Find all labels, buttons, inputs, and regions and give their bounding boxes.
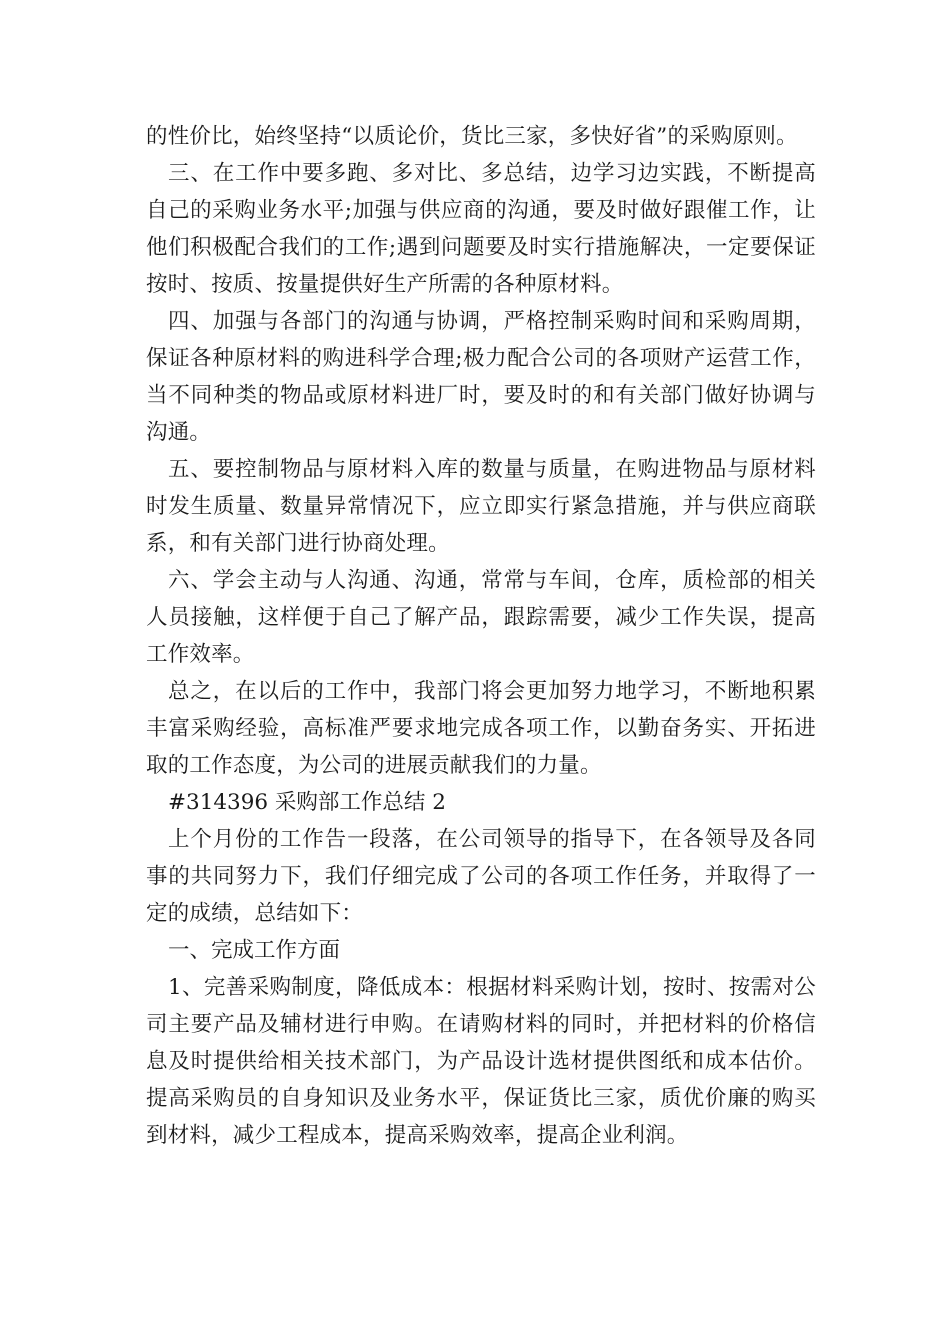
subsection-title: 一、完成工作方面 <box>168 938 341 963</box>
paragraph-item-five: 五、要控制物品与原材料入库的数量与质量，在购进物品与原材料时发生质量、数量异常情况下，应立即实行紧急措施，并与供应商联系，和有关部门进行协商处理。 <box>146 457 816 556</box>
paragraph-item-one-point-one: 1、完善采购制度，降低成本：根据材料采购计划，按时、按需对公司主要产品及辅材进行申购。在请购材料的同时，并把材料的价格信息及时提供给相关技术部门，为产品设计选材提供图纸和成本估价。提高采购员的自身知识及业务水平，保证货比三家，质优价廉的购买到材料，减少工程成本，提高采购效率，提高企业利润。 <box>146 975 816 1148</box>
paragraph-continuation: 的性价比，始终坚持“以质论价，货比三家，多快好省”的采购原则。 <box>146 124 798 149</box>
paragraph-item-three: 三、在工作中要多跑、多对比、多总结，边学习边实践，不断提高自己的采购业务水平;加强与供应商的沟通，要及时做好跟催工作，让他们积极配合我们的工作;遇到问题要及时实行措施解决，一定要保证按时、按质、按量提供好生产所需的各种原材料。 <box>146 161 816 297</box>
section-title: #314396 采购部工作总结 2 <box>168 790 446 815</box>
paragraph-intro: 上个月份的工作告一段落，在公司领导的指导下，在各领导及各同事的共同努力下，我们仔细完成了公司的各项工作任务，并取得了一定的成绩，总结如下： <box>146 827 816 926</box>
paragraph-item-four: 四、加强与各部门的沟通与协调，严格控制采购时间和采购周期，保证各种原材料的购进科学合理;极力配合公司的各项财产运营工作，当不同种类的物品或原材料进厂时，要及时的和有关部门做好协调与沟通。 <box>146 309 816 445</box>
document-body <box>146 118 816 1154</box>
paragraph-conclusion: 总之，在以后的工作中，我部门将会更加努力地学习，不断地积累丰富采购经验，高标准严要求地完成各项工作，以勤奋务实、开拓进取的工作态度，为公司的进展贡献我们的力量。 <box>146 679 816 778</box>
paragraph-item-six: 六、学会主动与人沟通、沟通，常常与车间，仓库，质检部的相关人员接触，这样便于自己了解产品，跟踪需要，减少工作失误，提高工作效率。 <box>146 568 816 667</box>
